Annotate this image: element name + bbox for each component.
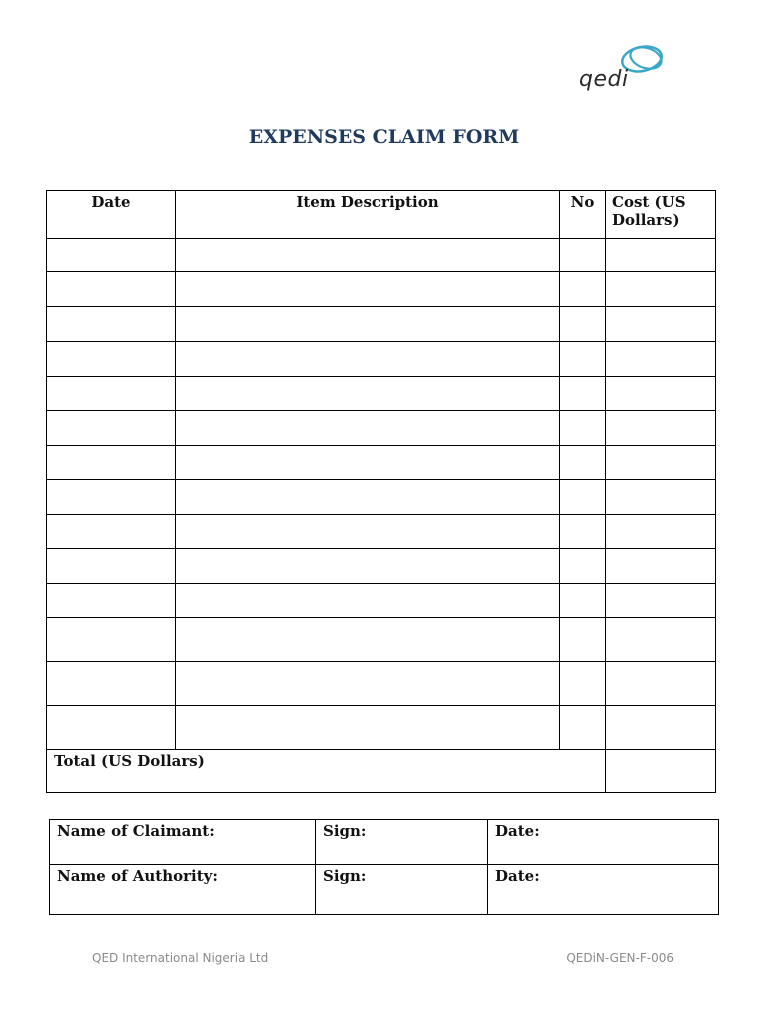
description-cell[interactable] (176, 342, 560, 377)
date-cell[interactable] (47, 272, 176, 307)
cost-cell[interactable] (606, 272, 716, 307)
total-value-cell[interactable] (606, 750, 716, 793)
date-cell[interactable] (47, 662, 176, 706)
table-row (47, 549, 716, 584)
table-row (47, 342, 716, 377)
table-row (47, 706, 716, 750)
table-row (47, 272, 716, 307)
description-cell[interactable] (176, 515, 560, 549)
no-cell[interactable] (560, 662, 606, 706)
no-cell[interactable] (560, 446, 606, 480)
description-cell[interactable] (176, 584, 560, 618)
cost-cell[interactable] (606, 618, 716, 662)
no-cell[interactable] (560, 515, 606, 549)
header-item-description: Item Description (176, 191, 560, 239)
no-cell[interactable] (560, 411, 606, 446)
date-cell[interactable] (47, 239, 176, 272)
description-cell[interactable] (176, 411, 560, 446)
footer-doc-code: QEDiN-GEN-F-006 (566, 951, 674, 965)
table-row (47, 662, 716, 706)
cost-cell[interactable] (606, 342, 716, 377)
header-no: No (560, 191, 606, 239)
total-row (47, 750, 716, 793)
claimant-date-field[interactable]: Date: (488, 820, 719, 865)
description-cell[interactable] (176, 446, 560, 480)
claimant-row (50, 820, 719, 865)
page-title: EXPENSES CLAIM FORM (248, 126, 520, 148)
description-cell[interactable] (176, 618, 560, 662)
date-cell[interactable] (47, 549, 176, 584)
cost-cell[interactable] (606, 307, 716, 342)
cost-cell[interactable] (606, 480, 716, 515)
claimant-sign-field[interactable]: Sign: (316, 820, 488, 865)
no-cell[interactable] (560, 584, 606, 618)
date-cell[interactable] (47, 377, 176, 411)
table-row (47, 239, 716, 272)
table-header-row (47, 191, 716, 239)
date-cell[interactable] (47, 480, 176, 515)
no-cell[interactable] (560, 342, 606, 377)
date-cell[interactable] (47, 706, 176, 750)
cost-cell[interactable] (606, 377, 716, 411)
footer-company: QED International Nigeria Ltd (92, 951, 269, 965)
cost-cell[interactable] (606, 662, 716, 706)
description-cell[interactable] (176, 272, 560, 307)
description-cell[interactable] (176, 549, 560, 584)
description-cell[interactable] (176, 377, 560, 411)
no-cell[interactable] (560, 618, 606, 662)
cost-cell[interactable] (606, 411, 716, 446)
authority-name-field[interactable]: Name of Authority: (50, 865, 316, 915)
cost-cell[interactable] (606, 515, 716, 549)
no-cell[interactable] (560, 377, 606, 411)
description-cell[interactable] (176, 706, 560, 750)
description-cell[interactable] (176, 662, 560, 706)
description-cell[interactable] (176, 239, 560, 272)
table-row (47, 515, 716, 549)
no-cell[interactable] (560, 239, 606, 272)
table-row (47, 584, 716, 618)
no-cell[interactable] (560, 480, 606, 515)
no-cell[interactable] (560, 307, 606, 342)
authority-row (50, 865, 719, 915)
table-row (47, 307, 716, 342)
date-cell[interactable] (47, 342, 176, 377)
cost-cell[interactable] (606, 584, 716, 618)
table-row (47, 411, 716, 446)
table-row (47, 446, 716, 480)
cost-cell[interactable] (606, 706, 716, 750)
no-cell[interactable] (560, 706, 606, 750)
cost-cell[interactable] (606, 239, 716, 272)
header-cost: Cost (US Dollars) (606, 191, 716, 239)
header-date: Date (47, 191, 176, 239)
date-cell[interactable] (47, 618, 176, 662)
description-cell[interactable] (176, 480, 560, 515)
cost-cell[interactable] (606, 446, 716, 480)
total-label: Total (US Dollars) (47, 750, 606, 793)
cost-cell[interactable] (606, 549, 716, 584)
table-row (47, 377, 716, 411)
date-cell[interactable] (47, 411, 176, 446)
table-row (47, 480, 716, 515)
date-cell[interactable] (47, 515, 176, 549)
authority-date-field[interactable]: Date: (488, 865, 719, 915)
date-cell[interactable] (47, 446, 176, 480)
no-cell[interactable] (560, 549, 606, 584)
no-cell[interactable] (560, 272, 606, 307)
expenses-table (46, 190, 716, 793)
date-cell[interactable] (47, 307, 176, 342)
date-cell[interactable] (47, 584, 176, 618)
claimant-name-field[interactable]: Name of Claimant: (50, 820, 316, 865)
table-row (47, 618, 716, 662)
company-logo (576, 42, 676, 98)
logo-text: qedi (579, 67, 629, 92)
signoff-table (49, 819, 719, 915)
authority-sign-field[interactable]: Sign: (316, 865, 488, 915)
description-cell[interactable] (176, 307, 560, 342)
